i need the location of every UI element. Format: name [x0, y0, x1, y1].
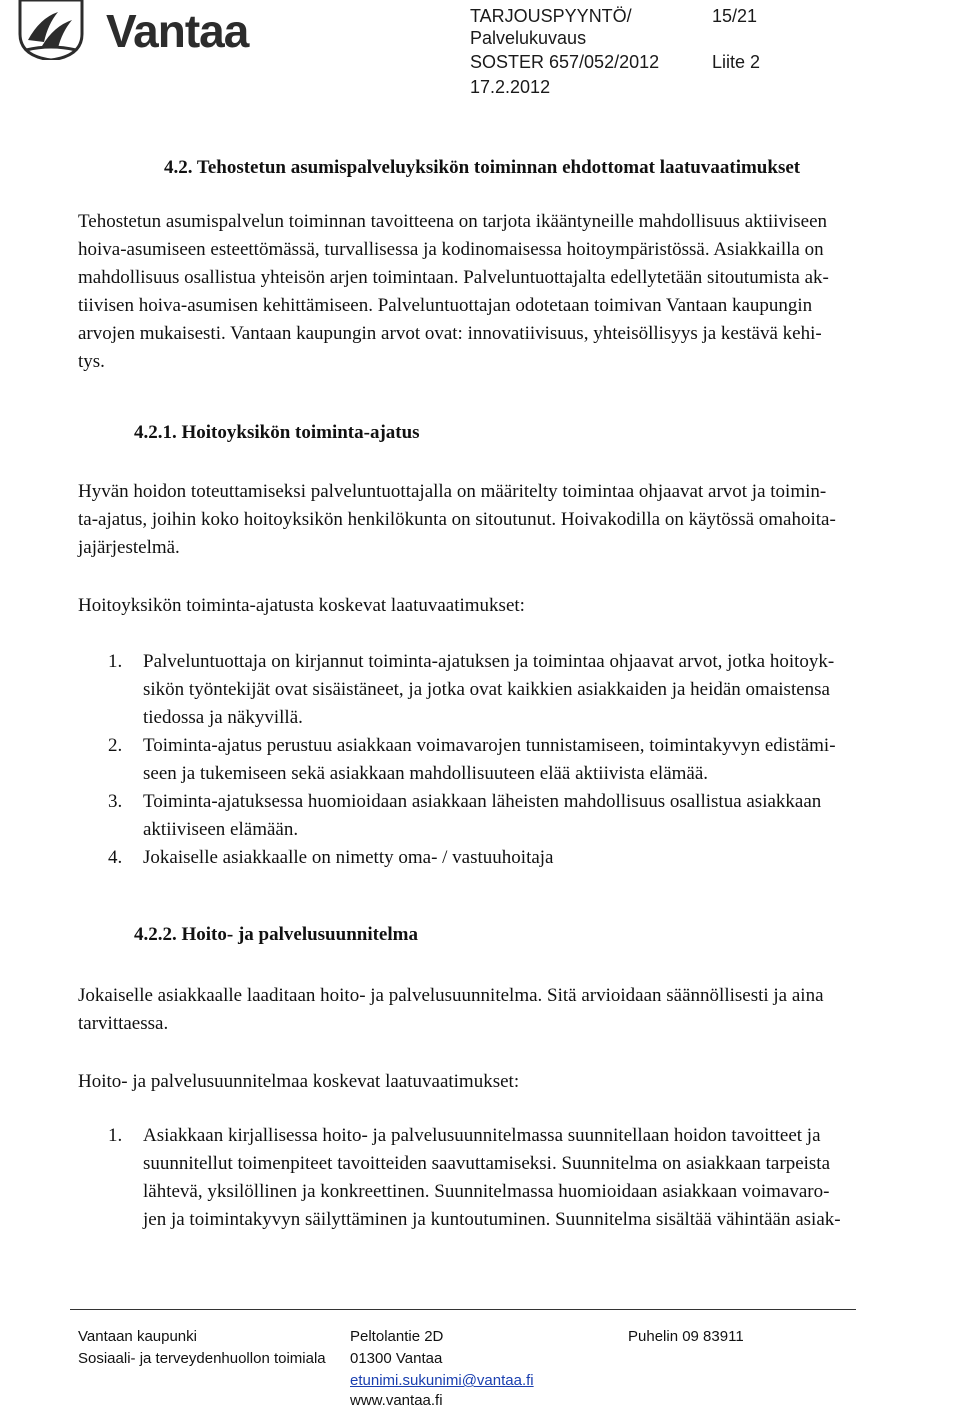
page-number: 15/21 [712, 6, 758, 26]
footer-street: Peltolantie 2D [350, 1328, 444, 1345]
paragraph-line: Jokaiselle asiakkaalle laaditaan hoito- ja palvelusuunnitelma. Sitä arvioidaan säännöllisesti ja aina [78, 985, 824, 1006]
vantaa-logo [18, 0, 268, 60]
list-item-number: 4. [108, 847, 123, 868]
paragraph-line: ta-ajatus, joihin koko hoitoyksikön henkilökunta on sitoutunut. Hoivakodilla on käytössä omahoita- [78, 509, 836, 530]
list-item-line: suunnitellut toimenpiteet tavoitteiden saavuttamiseksi. Suunnitelma on asiakkaan tarpeista [143, 1153, 831, 1174]
attachment-label: Liite 2 [712, 52, 761, 72]
paragraph-line: tarvittaessa. [78, 1013, 169, 1034]
list-item-number: 1. [108, 651, 123, 672]
footer-email-wrap [350, 1370, 534, 1391]
paragraph-line: tys. [78, 351, 105, 372]
section-heading-4-2-1: 4.2.1. Hoitoyksikön toiminta-ajatus [134, 422, 420, 443]
doc-type: TARJOUSPYYNTÖ/ [470, 6, 632, 26]
doc-subject: Palvelukuvaus [470, 28, 587, 48]
footer-divider [70, 1309, 856, 1310]
footer-postal: 01300 Vantaa [350, 1350, 443, 1367]
list-item-text [143, 648, 958, 732]
list-item-line: Asiakkaan kirjallisessa hoito- ja palvelusuunnitelmassa suunnitellaan hoidon tavoitteet ja [143, 1125, 821, 1146]
footer-phone: Puhelin 09 83911 [628, 1328, 744, 1345]
section-heading-4-2: 4.2. Tehostetun asumispalveluyksikön toiminnan ehdottomat laatuvaatimukset [164, 157, 801, 178]
footer-org: Vantaan kaupunki [78, 1328, 197, 1345]
paragraph-line: jajärjestelmä. [78, 537, 180, 558]
list-item-line: tiedossa ja näkyvillä. [143, 707, 303, 728]
list-item-text [143, 844, 958, 872]
footer-email-link[interactable]: etunimi.sukunimi@vantaa.fi [350, 1372, 534, 1389]
paragraph-line: Tehostetun asumispalvelun toiminnan tavoitteena on tarjota ikääntyneille mahdollisuus aktiiviseen [78, 211, 827, 232]
doc-date: 17.2.2012 [470, 77, 551, 97]
list-item-number: 2. [108, 735, 123, 756]
paragraph-line: Hyvän hoidon toteuttamiseksi palveluntuottajalla on määritelty toimintaa ohjaavat arvot ja toimin- [78, 481, 827, 502]
list-item-line: jen ja toimintakyvyn säilyttäminen ja kuntoutuminen. Suunnitelma sisältää vähintään asiak- [143, 1209, 841, 1230]
list-item-line: Toiminta-ajatus perustuu asiakkaan voimavarojen tunnistamiseen, toimintakyvyn edistämi- [143, 735, 836, 756]
list-item-text [143, 1122, 958, 1234]
list-item-line: lähtevä, yksilöllinen ja konkreettinen. Suunnitelmassa huomioidaan asiakkaan voimavaro- [143, 1181, 830, 1202]
vantaa-crest-icon [18, 0, 84, 60]
requirements-label: Hoitoyksikön toiminta-ajatusta koskevat laatuvaatimukset: [78, 595, 525, 616]
paragraph-line: arvojen mukaisesti. Vantaan kaupungin arvot ovat: innovatiivisuus, yhteisöllisyys ja kestävä kehi- [78, 323, 822, 344]
logo-wordmark: Vantaa [106, 5, 249, 57]
requirements-label: Hoito- ja palvelusuunnitelmaa koskevat laatuvaatimukset: [78, 1071, 520, 1092]
paragraph-line: mahdollisuus osallistua yhteisön arjen toimintaan. Palveluntuottajalta edellytetään sitoutumista ak- [78, 267, 829, 288]
list-item-line: Palveluntuottaja on kirjannut toiminta-ajatuksen ja toimintaa ohjaavat arvot, jotka hoitoyk- [143, 651, 835, 672]
paragraph-line: hoiva-asumiseen esteettömässä, turvallisessa ja kodinomaisessa hoitoympäristössä. Asiakkailla on [78, 239, 824, 260]
footer-web[interactable]: www.vantaa.fi [350, 1392, 443, 1409]
section-4-2-1-paragraph [78, 478, 958, 562]
footer-department: Sosiaali- ja terveydenhuollon toimiala [78, 1350, 326, 1367]
doc-reference: SOSTER 657/052/2012 [470, 52, 660, 72]
list-item-line: Jokaiselle asiakkaalle on nimetty oma- / vastuuhoitaja [143, 847, 554, 868]
section-heading-4-2-2: 4.2.2. Hoito- ja palvelusuunnitelma [134, 924, 418, 945]
list-item-text [143, 732, 958, 788]
list-item-text [143, 788, 958, 844]
list-item-number: 1. [108, 1125, 123, 1146]
list-item-line: sikön työntekijät ovat sisäistäneet, ja jotka ovat kaikkien asiakkaiden ja heidän omaistensa [143, 679, 830, 700]
list-item-line: aktiiviseen elämään. [143, 819, 299, 840]
section-4-2-2-paragraph [78, 982, 958, 1038]
section-4-2-paragraph [78, 208, 958, 376]
paragraph-line: tiivisen hoiva-asumisen kehittämiseen. Palveluntuottajan odotetaan toimivan Vantaan kaupungin [78, 295, 813, 316]
list-item-number: 3. [108, 791, 123, 812]
list-item-line: Toiminta-ajatuksessa huomioidaan asiakkaan läheisten mahdollisuus osallistua asiakkaan [143, 791, 822, 812]
list-item-line: seen ja tukemiseen sekä asiakkaan mahdollisuuteen elää aktiivista elämää. [143, 763, 709, 784]
